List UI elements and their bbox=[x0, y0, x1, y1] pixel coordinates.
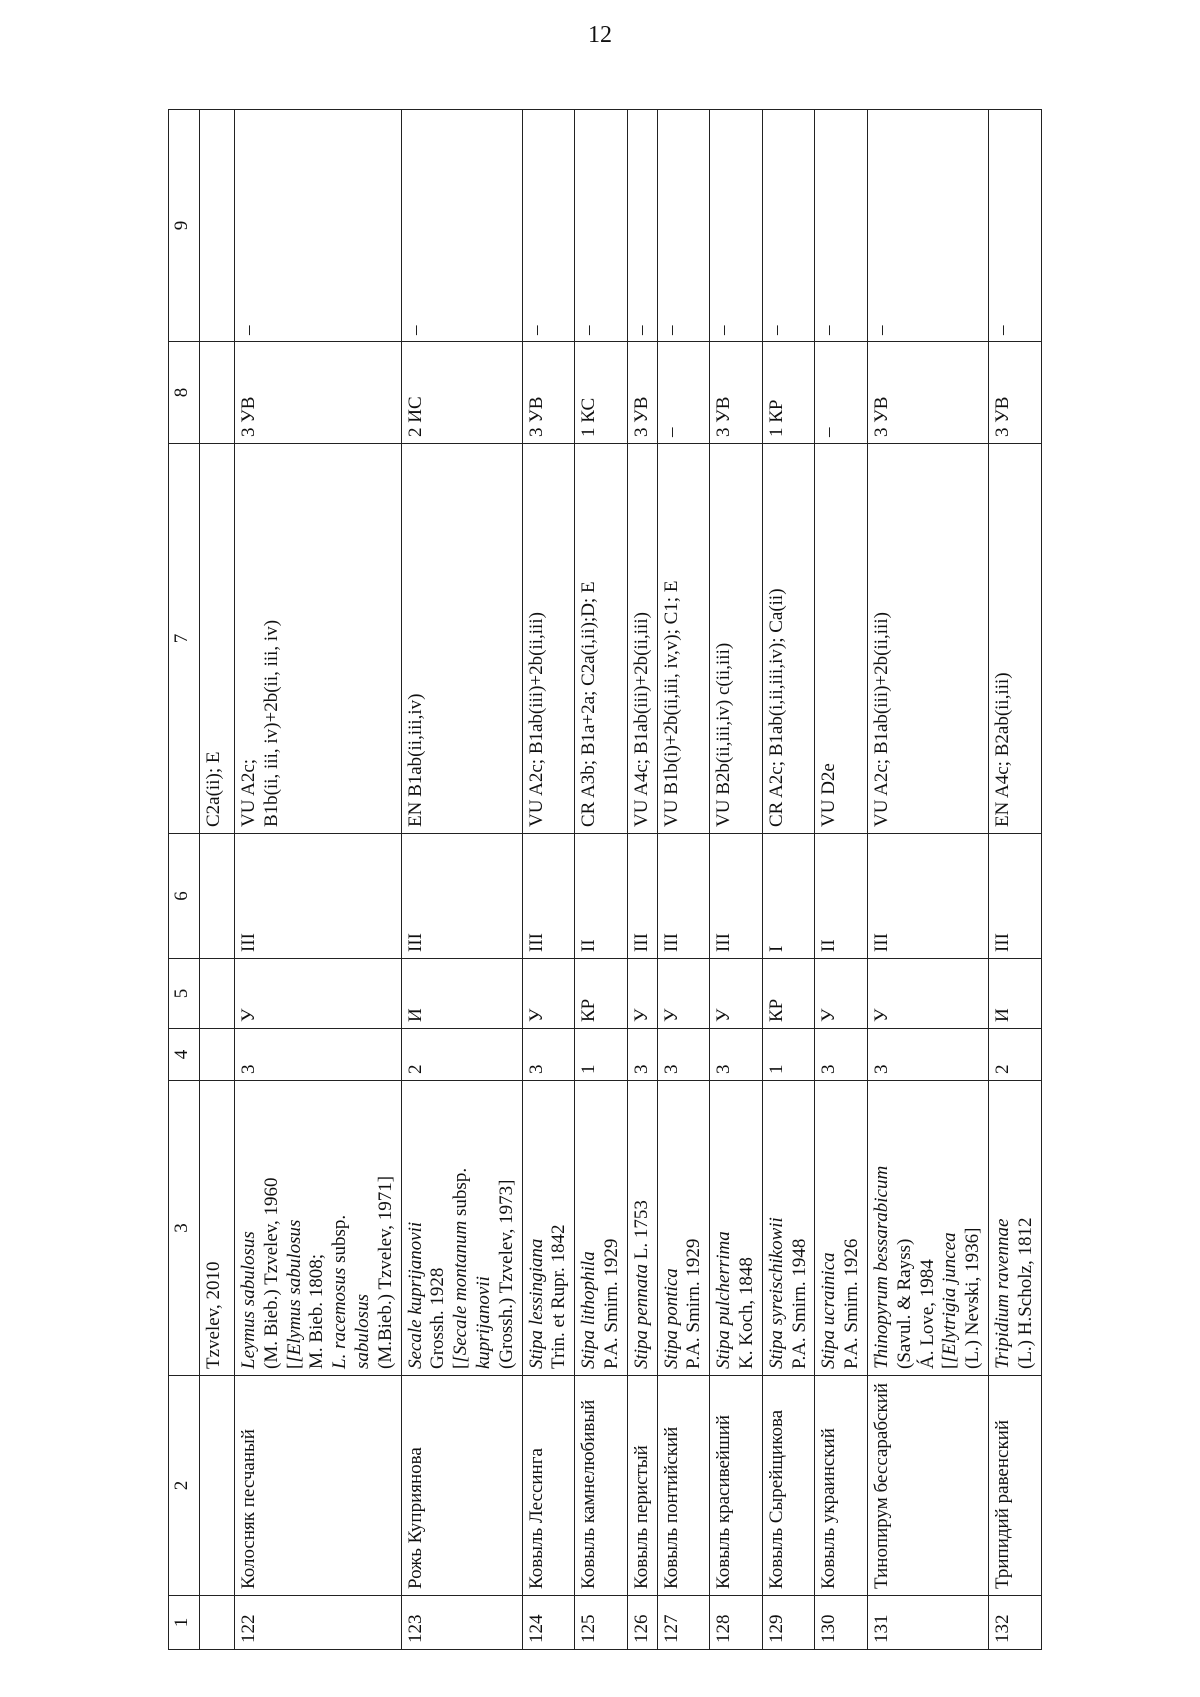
taxon-line: subsp. bbox=[450, 1167, 472, 1216]
row-number: 130 bbox=[815, 1596, 868, 1650]
priority-level: III bbox=[235, 834, 402, 959]
row-number: 129 bbox=[762, 1596, 815, 1650]
taxon-line: L. racemosus bbox=[329, 1267, 351, 1369]
status-code: – bbox=[815, 342, 868, 444]
table-row bbox=[710, 110, 763, 1650]
row-number: 128 bbox=[710, 1596, 763, 1650]
taxon-name bbox=[627, 1081, 657, 1376]
status-code: 3 УВ bbox=[522, 342, 575, 444]
category-code: У bbox=[627, 959, 657, 1029]
taxon-line: Secale kuprijanovii bbox=[404, 1221, 426, 1369]
taxon-line: [Secale montanum bbox=[450, 1220, 472, 1363]
table-row bbox=[657, 110, 710, 1650]
category-code: У bbox=[710, 959, 763, 1029]
notes: – bbox=[627, 110, 657, 342]
species-name-ru: Ковыль Лессинга bbox=[522, 1376, 575, 1596]
taxon-line: Stipa pulcherrima bbox=[713, 1231, 735, 1369]
status-code: 3 УВ bbox=[710, 342, 763, 444]
priority-level: I bbox=[762, 834, 815, 959]
species-name-ru: Колосняк песчаный bbox=[235, 1376, 402, 1596]
criteria-line: VU A2c; bbox=[238, 758, 259, 827]
iucn-criteria: CR A2c; B1ab(i,ii,iii,iv); Ca(ii) bbox=[762, 444, 815, 834]
status-code: 3 УВ bbox=[627, 342, 657, 444]
taxon-line: P.A. Smirn. 1926 bbox=[841, 1238, 863, 1369]
category-code: У bbox=[867, 959, 988, 1029]
col-num-7: 7 bbox=[169, 444, 200, 834]
category-code: У bbox=[522, 959, 575, 1029]
status-code: 1 КС bbox=[575, 342, 628, 444]
priority-level: III bbox=[988, 834, 1041, 959]
species-name-ru: Трипидий равенский bbox=[988, 1376, 1041, 1596]
row-number: 122 bbox=[235, 1596, 402, 1650]
taxon-line: Stipa syreischikowii bbox=[765, 1217, 787, 1369]
iucn-criteria: VU D2e bbox=[815, 444, 868, 834]
row-number: 125 bbox=[575, 1596, 628, 1650]
row-number: 126 bbox=[627, 1596, 657, 1650]
category-number: 1 bbox=[762, 1029, 815, 1081]
priority-level: II bbox=[815, 834, 868, 959]
taxon-line: (M. Bieb.) Tzvelev, 1960 bbox=[260, 1177, 282, 1369]
category-number: 2 bbox=[988, 1029, 1041, 1081]
taxon-line: Leymus sabulosus bbox=[238, 1231, 259, 1369]
taxon-name bbox=[522, 1081, 575, 1376]
category-number: 3 bbox=[627, 1029, 657, 1081]
notes: – bbox=[575, 110, 628, 342]
row-number: 131 bbox=[867, 1596, 988, 1650]
iucn-criteria bbox=[235, 444, 402, 834]
cont-cell bbox=[200, 959, 235, 1029]
cont-cell bbox=[200, 1376, 235, 1596]
category-code: КР bbox=[575, 959, 628, 1029]
notes: – bbox=[710, 110, 763, 342]
species-name-ru: Ковыль Сырейщикова bbox=[762, 1376, 815, 1596]
category-number: 3 bbox=[815, 1029, 868, 1081]
taxon-line: Grossh. 1928 bbox=[427, 1267, 449, 1369]
taxon-name bbox=[657, 1081, 710, 1376]
species-name-ru: Ковыль перистый bbox=[627, 1376, 657, 1596]
taxon-line: L. 1753 bbox=[630, 1200, 652, 1260]
taxon-name: Thinopyrum bessarabicum (Savul. & Rayss) Á. Love, 1984 [[Elytrigia juncea (L.) Nevski, 1936] bbox=[867, 1081, 988, 1376]
taxon-name bbox=[575, 1081, 628, 1376]
status-code: 3 УВ bbox=[235, 342, 402, 444]
table-row bbox=[401, 110, 522, 1650]
category-number: 1 bbox=[575, 1029, 628, 1081]
taxon-name: Leymus sabulosus (M. Bieb.) Tzvelev, 1960 [[Elymus sabulosus M. Bieb. 1808; L. racemosus subsp. sabulosus (M.Bieb.) Tzvelev, 1971] bbox=[235, 1081, 402, 1376]
category-code: У bbox=[815, 959, 868, 1029]
notes: – bbox=[762, 110, 815, 342]
species-name-ru: Тинопирум бессарабский bbox=[867, 1376, 988, 1596]
iucn-criteria: VU A2c; B1ab(iii)+2b(ii,iii) bbox=[522, 444, 575, 834]
category-code: У bbox=[657, 959, 710, 1029]
notes: – bbox=[815, 110, 868, 342]
category-number: 2 bbox=[401, 1029, 522, 1081]
taxon-line: (M.Bieb.) Tzvelev, 1971] bbox=[374, 1175, 396, 1369]
taxon-line: [Elytrigia juncea bbox=[939, 1232, 961, 1363]
category-code: У bbox=[235, 959, 402, 1029]
row-number: 132 bbox=[988, 1596, 1041, 1650]
col-num-3: 3 bbox=[169, 1081, 200, 1376]
species-name-ru: Рожь Куприянова bbox=[401, 1376, 522, 1596]
table-row bbox=[627, 110, 657, 1650]
status-code: 1 КР bbox=[762, 342, 815, 444]
rotated-table bbox=[168, 110, 1198, 1650]
col-num-5: 5 bbox=[169, 959, 200, 1029]
status-code: 2 ИС bbox=[401, 342, 522, 444]
cont-cell bbox=[200, 1029, 235, 1081]
category-number: 3 bbox=[657, 1029, 710, 1081]
taxon-line: (L.) H.Scholz, 1812 bbox=[1014, 1217, 1036, 1369]
cont-cell bbox=[200, 834, 235, 959]
taxon-line: P.A. Smirn. 1929 bbox=[683, 1238, 705, 1369]
priority-level: III bbox=[401, 834, 522, 959]
notes: – bbox=[867, 110, 988, 342]
category-number: 3 bbox=[710, 1029, 763, 1081]
taxon-line: Stipa lessingiana bbox=[525, 1238, 547, 1369]
species-name-ru: Ковыль красивейший bbox=[710, 1376, 763, 1596]
rotated-table-wrapper bbox=[168, 110, 1198, 1650]
taxon-line: P.A. Smirn. 1948 bbox=[788, 1238, 810, 1369]
cont-criteria: C2a(ii); E bbox=[200, 444, 235, 834]
category-code: И bbox=[401, 959, 522, 1029]
taxon-name bbox=[815, 1081, 868, 1376]
category-number: 3 bbox=[235, 1029, 402, 1081]
iucn-criteria: VU A2c; B1ab(iii)+2b(ii,iii) bbox=[867, 444, 988, 834]
cont-authority: Tzvelev, 2010 bbox=[200, 1081, 235, 1376]
taxon-line: P.A. Smirn. 1929 bbox=[600, 1238, 622, 1369]
category-code: КР bbox=[762, 959, 815, 1029]
taxon-line: sabulosus bbox=[351, 1294, 373, 1369]
taxon-name bbox=[988, 1081, 1041, 1376]
taxon-line: M. Bieb. 1808; bbox=[306, 1253, 328, 1369]
taxon-line: Stipa pennata bbox=[630, 1263, 652, 1369]
taxon-line: (Savul. & Rayss) bbox=[893, 1238, 915, 1369]
taxon-line: K. Koch, 1848 bbox=[735, 1257, 757, 1369]
criteria-line: B1b(ii, iii, iv)+2b(ii, iii, iv) bbox=[260, 619, 282, 827]
taxon-line: Stipa pontica bbox=[660, 1268, 682, 1369]
taxon-line: kuprijanovii bbox=[472, 1276, 494, 1369]
species-table bbox=[168, 109, 1042, 1650]
taxon-line: Tripidium ravennae bbox=[991, 1218, 1013, 1369]
cont-cell bbox=[200, 1596, 235, 1650]
category-code: И bbox=[988, 959, 1041, 1029]
status-code: – bbox=[657, 342, 710, 444]
notes: – bbox=[401, 110, 522, 342]
priority-level: III bbox=[627, 834, 657, 959]
row-number: 124 bbox=[522, 1596, 575, 1650]
priority-level: III bbox=[657, 834, 710, 959]
notes: – bbox=[657, 110, 710, 342]
col-num-8: 8 bbox=[169, 342, 200, 444]
category-number: 3 bbox=[867, 1029, 988, 1081]
col-num-4: 4 bbox=[169, 1029, 200, 1081]
table-row bbox=[575, 110, 628, 1650]
iucn-criteria: CR A3b; B1a+2a; C2a(i,ii);D; E bbox=[575, 444, 628, 834]
cont-cell bbox=[200, 342, 235, 444]
col-num-1: 1 bbox=[169, 1596, 200, 1650]
continuation-row bbox=[200, 110, 235, 1650]
species-name-ru: Ковыль понтийский bbox=[657, 1376, 710, 1596]
status-code: 3 УВ bbox=[867, 342, 988, 444]
table-row bbox=[522, 110, 575, 1650]
table-row bbox=[988, 110, 1041, 1650]
taxon-line: [Elymus sabulosus bbox=[283, 1219, 305, 1363]
priority-level: III bbox=[710, 834, 763, 959]
category-number: 3 bbox=[522, 1029, 575, 1081]
iucn-criteria: VU B1b(i)+2b(ii,iii, iv,v); C1; E bbox=[657, 444, 710, 834]
col-num-2: 2 bbox=[169, 1376, 200, 1596]
taxon-line: Thinopyrum bessarabicum bbox=[870, 1165, 892, 1369]
cont-cell bbox=[200, 110, 235, 342]
taxon-line: Stipa ucrainica bbox=[818, 1252, 840, 1369]
species-name-ru: Ковыль украинский bbox=[815, 1376, 868, 1596]
notes: – bbox=[988, 110, 1041, 342]
taxon-name bbox=[762, 1081, 815, 1376]
priority-level: II bbox=[575, 834, 628, 959]
taxon-line: Á. Love, 1984 bbox=[916, 1259, 938, 1369]
table-row bbox=[867, 110, 988, 1650]
iucn-criteria: EN B1ab(ii,iii,iv) bbox=[401, 444, 522, 834]
table-row bbox=[815, 110, 868, 1650]
notes: – bbox=[235, 110, 402, 342]
row-number: 123 bbox=[401, 1596, 522, 1650]
col-num-6: 6 bbox=[169, 834, 200, 959]
taxon-line: (L.) Nevski, 1936] bbox=[962, 1227, 984, 1369]
taxon-line: subsp. bbox=[329, 1214, 351, 1263]
column-number-row bbox=[169, 110, 200, 1650]
taxon-name: Secale kuprijanovii Grossh. 1928 [[Secale montanum subsp. kuprijanovii (Grossh.) Tzvelev, 1973] bbox=[401, 1081, 522, 1376]
table-row bbox=[235, 110, 402, 1650]
iucn-criteria: VU B2b(ii,iii,iv) c(ii,iii) bbox=[710, 444, 763, 834]
page-number: 12 bbox=[588, 22, 612, 48]
priority-level: III bbox=[522, 834, 575, 959]
taxon-name bbox=[710, 1081, 763, 1376]
species-name-ru: Ковыль камнелюбивый bbox=[575, 1376, 628, 1596]
iucn-criteria: VU A4c; B1ab(iii)+2b(ii,iii) bbox=[627, 444, 657, 834]
priority-level: III bbox=[867, 834, 988, 959]
iucn-criteria: EN A4c; B2ab(ii,iii) bbox=[988, 444, 1041, 834]
taxon-line: Stipa lithophila bbox=[578, 1251, 600, 1369]
col-num-9: 9 bbox=[169, 110, 200, 342]
row-number: 127 bbox=[657, 1596, 710, 1650]
notes: – bbox=[522, 110, 575, 342]
status-code: 3 УВ bbox=[988, 342, 1041, 444]
taxon-line: (Grossh.) Tzvelev, 1973] bbox=[495, 1179, 517, 1369]
taxon-line: Trin. et Rupr. 1842 bbox=[548, 1224, 570, 1369]
table-row bbox=[762, 110, 815, 1650]
